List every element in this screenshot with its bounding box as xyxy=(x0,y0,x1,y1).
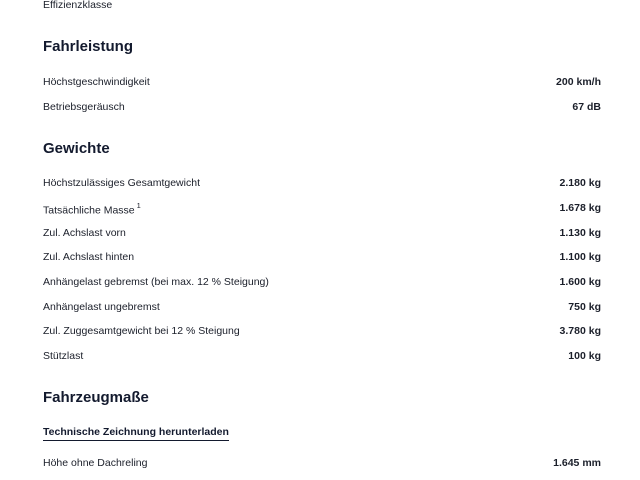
footnote-marker[interactable]: 1 xyxy=(136,201,141,210)
spec-label-achslast-vorn: Zul. Achslast vorn xyxy=(43,227,126,239)
spec-label-tatsaechliche-masse xyxy=(43,202,141,217)
spec-label-gesamtgewicht: Höchstzulässiges Gesamtgewicht xyxy=(43,177,200,189)
spec-label-betriebsgeraeusch: Betriebsgeräusch xyxy=(43,101,125,113)
effizienzklasse-label: Effizienzklasse xyxy=(43,0,113,11)
spec-value-hoehe-ohne-dachreling: 1.645 mm xyxy=(553,457,601,469)
spec-label-zuggesamtgewicht: Zul. Zuggesamtgewicht bei 12 % Steigung xyxy=(43,325,240,337)
section-heading-fahrleistung: Fahrleistung xyxy=(43,38,134,55)
spec-label-achslast-hinten: Zul. Achslast hinten xyxy=(43,251,135,263)
spec-value-hoechstgeschwindigkeit: 200 km/h xyxy=(556,76,601,88)
spec-label-anhaengelast-gebremst: Anhängelast gebremst (bei max. 12 % Steigung) xyxy=(43,276,269,288)
spec-value-gesamtgewicht: 2.180 kg xyxy=(559,177,601,189)
spec-label-anhaengelast-ungebremst: Anhängelast ungebremst xyxy=(43,301,160,313)
section-heading-gewichte: Gewichte xyxy=(43,140,110,157)
spec-label-hoechstgeschwindigkeit: Höchstgeschwindigkeit xyxy=(43,76,150,88)
spec-label-hoehe-ohne-dachreling: Höhe ohne Dachreling xyxy=(43,457,148,469)
section-heading-fahrzeugmasse: Fahrzeugmaße xyxy=(43,389,149,406)
spec-value-tatsaechliche-masse: 1.678 kg xyxy=(559,202,601,214)
spec-value-achslast-vorn: 1.130 kg xyxy=(559,227,601,239)
spec-value-anhaengelast-ungebremst: 750 kg xyxy=(568,301,601,313)
spec-label-text: Tatsächliche Masse xyxy=(43,204,135,217)
spec-value-anhaengelast-gebremst: 1.600 kg xyxy=(559,276,601,288)
spec-label-stuetzlast: Stützlast xyxy=(43,350,84,362)
spec-value-achslast-hinten: 1.100 kg xyxy=(559,251,601,263)
spec-value-stuetzlast: 100 kg xyxy=(568,350,601,362)
spec-value-zuggesamtgewicht: 3.780 kg xyxy=(559,325,601,337)
download-technical-drawing-link[interactable]: Technische Zeichnung herunterladen xyxy=(43,426,229,441)
spec-value-betriebsgeraeusch: 67 dB xyxy=(572,101,601,113)
